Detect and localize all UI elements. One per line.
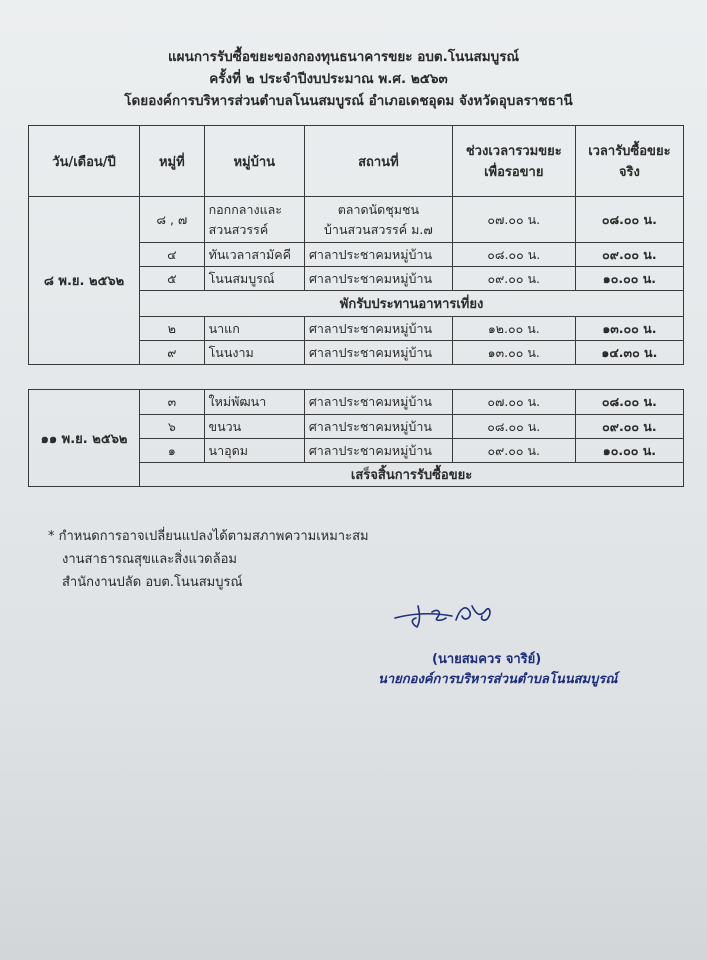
moo-cell: ๙ [140,341,204,365]
village-cell: ใหม่พัฒนา [204,390,304,415]
notes-block [48,525,369,594]
note-office: สำนักงานปลัด อบต.โนนสมบูรณ์ [62,575,243,590]
gather-time-cell: ๐๙.๐๐ น. [452,439,575,463]
end-label: เสร็จสิ้นการรับซื้อขยะ [140,463,684,487]
place-cell: ศาลาประชาคมหมู่บ้าน [304,439,452,463]
lunch-break-label: พักรับประทานอาหารเที่ยง [140,291,684,317]
signatory-name: (นายสมควร จาริย์) [432,652,542,667]
header-buy-line2: จริง [618,165,640,180]
buy-time-cell: ๑๓.๐๐ น. [575,317,683,341]
note-disclaimer: * กำหนดการอาจเปลี่ยนแปลงได้ตามสภาพความเหมาะสม [48,529,369,544]
buy-time-cell: ๑๐.๐๐ น. [575,267,683,291]
village-cell [204,197,304,243]
table-header-row [29,126,684,197]
place-line2: บ้านสวนสวรรค์ ม.๗ [324,221,433,237]
signatory-position: นายกองค์การบริหารส่วนตำบลโนนสมบูรณ์ [378,672,618,687]
schedule-table-day1 [28,125,684,365]
document-organization: โดยองค์การบริหารส่วนตำบลโนนสมบูรณ์ อำเภอเดชอุดม จังหวัดอุบลราชธานี [124,93,573,109]
village-cell: ขนวน [204,415,304,439]
village-cell: ทันเวลาสามัคคี [204,243,304,267]
buy-time-cell: ๐๘.๐๐ น. [575,197,683,243]
village-cell: โนนสมบูรณ์ [204,267,304,291]
header-date: วัน/เดือน/ปี [29,126,140,197]
village-cell: นาแก [204,317,304,341]
gather-time-cell: ๑๓.๐๐ น. [452,341,575,365]
place-cell: ศาลาประชาคมหมู่บ้าน [304,317,452,341]
handwritten-signature [390,594,500,634]
place-cell: ศาลาประชาคมหมู่บ้าน [304,243,452,267]
buy-time-cell: ๐๙.๐๐ น. [575,415,683,439]
table-row [29,197,684,243]
gather-time-cell: ๐๙.๐๐ น. [452,267,575,291]
date-cell: ๑๑ พ.ย. ๒๕๖๒ [29,390,140,487]
buy-time-cell: ๑๔.๓๐ น. [575,341,683,365]
schedule-table-day2 [28,389,684,487]
buy-time-cell: ๐๙.๐๐ น. [575,243,683,267]
moo-cell: ๓ [140,390,204,415]
gather-time-cell: ๑๒.๐๐ น. [452,317,575,341]
place-cell: ศาลาประชาคมหมู่บ้าน [304,267,452,291]
document-subtitle: ครั้งที่ ๒ ประจำปีงบประมาณ พ.ศ. ๒๕๖๓ [209,71,448,87]
table-row [29,390,684,415]
header-buy-time [575,126,683,197]
moo-cell: ๒ [140,317,204,341]
village-line1: กอกกลางและ [208,201,283,217]
gather-time-cell: ๐๗.๐๐ น. [452,197,575,243]
header-village: หมู่บ้าน [204,126,304,197]
header-buy-line1: เวลารับซื้อขยะ [588,144,671,159]
header-gather-time [452,126,575,197]
note-department: งานสาธารณสุขและสิ่งแวดล้อม [62,552,237,567]
header-gather-line1: ช่วงเวลารวมขยะ [465,144,562,159]
village-line2: สวนสวรรค์ [208,221,269,237]
buy-time-cell: ๑๐.๐๐ น. [575,439,683,463]
header-moo: หมู่ที่ [140,126,204,197]
moo-cell: ๕ [140,267,204,291]
gather-time-cell: ๐๘.๐๐ น. [452,415,575,439]
place-line1: ตลาดนัดชุมชน [337,201,420,217]
place-cell: ศาลาประชาคมหมู่บ้าน [304,341,452,365]
buy-time-cell: ๐๘.๐๐ น. [575,390,683,415]
date-cell: ๘ พ.ย. ๒๕๖๒ [29,197,140,365]
place-cell: ศาลาประชาคมหมู่บ้าน [304,390,452,415]
moo-cell: ๘ , ๗ [140,197,204,243]
header-gather-line2: เพื่อรอขาย [484,165,544,180]
document-title-block [0,46,707,112]
moo-cell: ๖ [140,415,204,439]
place-cell [304,197,452,243]
place-cell: ศาลาประชาคมหมู่บ้าน [304,415,452,439]
gather-time-cell: ๐๘.๐๐ น. [452,243,575,267]
moo-cell: ๔ [140,243,204,267]
village-cell: นาอุดม [204,439,304,463]
gather-time-cell: ๐๗.๐๐ น. [452,390,575,415]
header-place: สถานที่ [304,126,452,197]
document-title: แผนการรับซื้อขยะของกองทุนธนาคารขยะ อบต.โนนสมบูรณ์ [167,49,520,65]
village-cell: โนนงาม [204,341,304,365]
moo-cell: ๑ [140,439,204,463]
